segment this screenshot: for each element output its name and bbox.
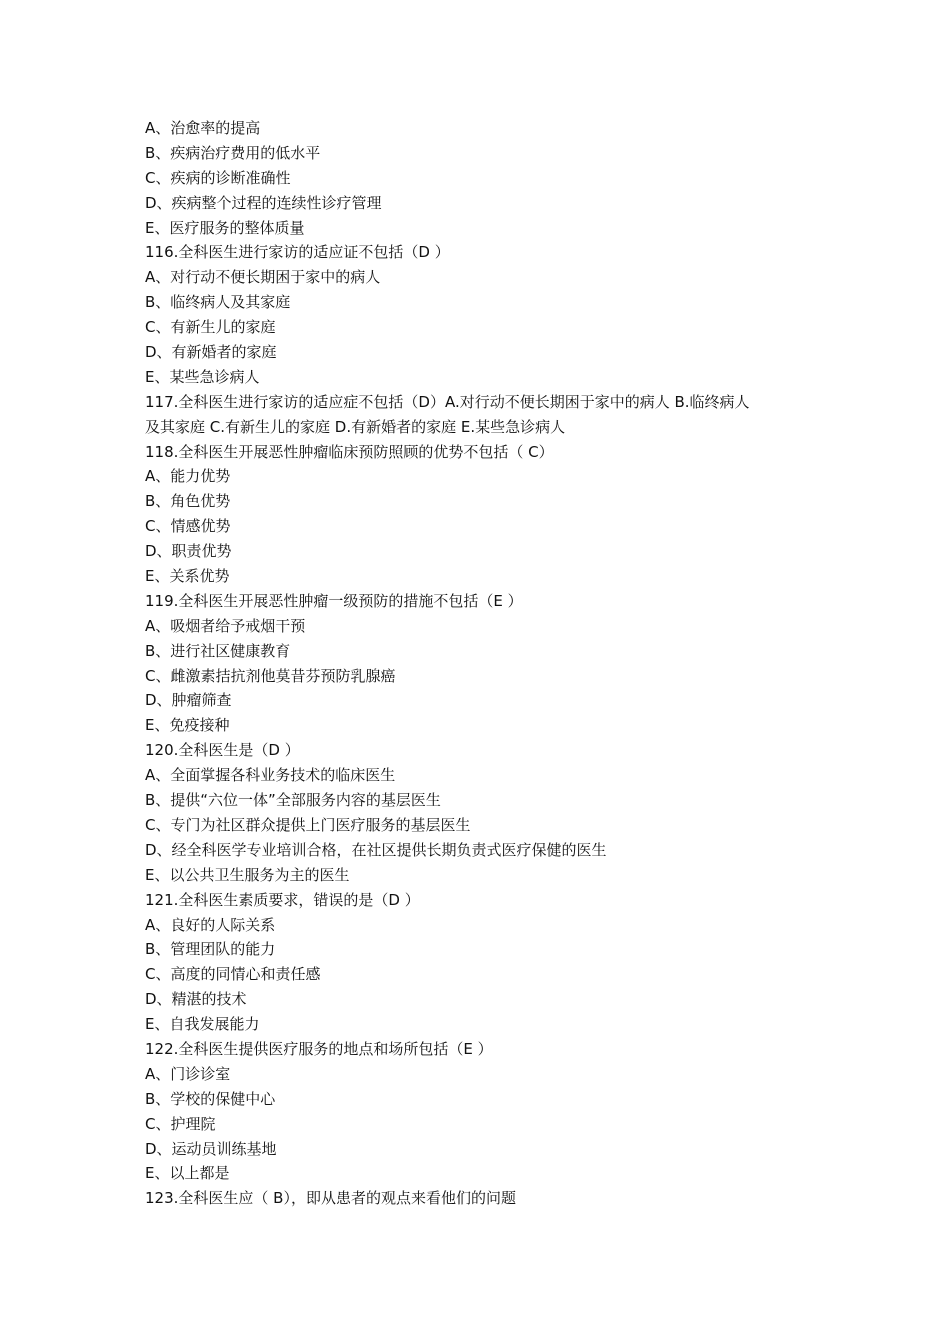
option-line: A、对行动不便长期困于家中的病人: [145, 268, 381, 287]
option-line: E、以上都是: [145, 1164, 230, 1183]
option-line: D、疾病整个过程的连续性诊疗管理: [145, 193, 382, 212]
option-line: A、治愈率的提高: [145, 119, 261, 137]
question-119: 119.全科医生开展恶性肿瘤一级预防的措施不包括（E ）: [145, 591, 523, 610]
option-line: C、护理院: [145, 1114, 216, 1133]
option-line: C、雌激素拮抗剂他莫昔芬预防乳腺癌: [145, 666, 396, 685]
question-120: 120.全科医生是（D ）: [145, 741, 300, 760]
option-line: B、学校的保健中心: [145, 1089, 276, 1108]
option-line: D、经全科医学专业培训合格，在社区提供长期负责式医疗保健的医生: [145, 840, 607, 859]
option-line: E、免疫接种: [145, 716, 230, 735]
option-line: B、疾病治疗费用的低水平: [145, 143, 321, 162]
option-line: D、精湛的技术: [145, 990, 247, 1009]
option-line: B、角色优势: [145, 492, 231, 511]
document-page: [145, 116, 825, 1211]
question-123: 123.全科医生应（ B），即从患者的观点来看他们的问题: [145, 1189, 516, 1208]
option-line: D、有新婚者的家庭: [145, 343, 277, 362]
option-line: E、某些急诊病人: [145, 367, 260, 386]
option-line: A、吸烟者给予戒烟干预: [145, 616, 306, 635]
option-line: A、良好的人际关系: [145, 915, 276, 934]
option-line: A、全面掌握各科业务技术的临床医生: [145, 766, 396, 785]
option-line: B、提供“六位一体”全部服务内容的基层医生: [145, 791, 441, 810]
option-line: A、门诊诊室: [145, 1064, 231, 1083]
option-line: D、运动员训练基地: [145, 1139, 277, 1158]
option-line: C、高度的同情心和责任感: [145, 965, 321, 984]
option-line: B、管理团队的能力: [145, 940, 276, 959]
option-line: C、情感优势: [145, 517, 231, 536]
option-line: E、关系优势: [145, 567, 230, 586]
option-line: E、自我发展能力: [145, 1015, 260, 1034]
option-line: C、专门为社区群众提供上门医疗服务的基层医生: [145, 815, 471, 834]
question-121: 121.全科医生素质要求，错误的是（D ）: [145, 890, 420, 909]
option-line: C、有新生儿的家庭: [145, 318, 276, 337]
option-line: D、肿瘤筛查: [145, 691, 232, 710]
option-line: C、疾病的诊断准确性: [145, 168, 291, 187]
option-line: E、医疗服务的整体质量: [145, 218, 305, 237]
question-118: 118.全科医生开展恶性肿瘤临床预防照顾的优势不包括（ C）: [145, 442, 554, 461]
question-122: 122.全科医生提供医疗服务的地点和场所包括（E ）: [145, 1039, 493, 1058]
option-line: A、能力优势: [145, 467, 231, 486]
question-117: 117.全科医生进行家访的适应症不包括（D）A.对行动不便长期困于家中的病人 B.临终病人: [145, 392, 750, 411]
question-116: 116.全科医生进行家访的适应证不包括（D ）: [145, 243, 450, 262]
question-117-continued: 及其家庭 C.有新生儿的家庭 D.有新婚者的家庭 E.某些急诊病人: [145, 417, 566, 436]
option-line: E、以公共卫生服务为主的医生: [145, 865, 350, 884]
option-line: B、进行社区健康教育: [145, 641, 291, 660]
option-line: D、职责优势: [145, 542, 232, 561]
option-line: B、临终病人及其家庭: [145, 293, 291, 312]
